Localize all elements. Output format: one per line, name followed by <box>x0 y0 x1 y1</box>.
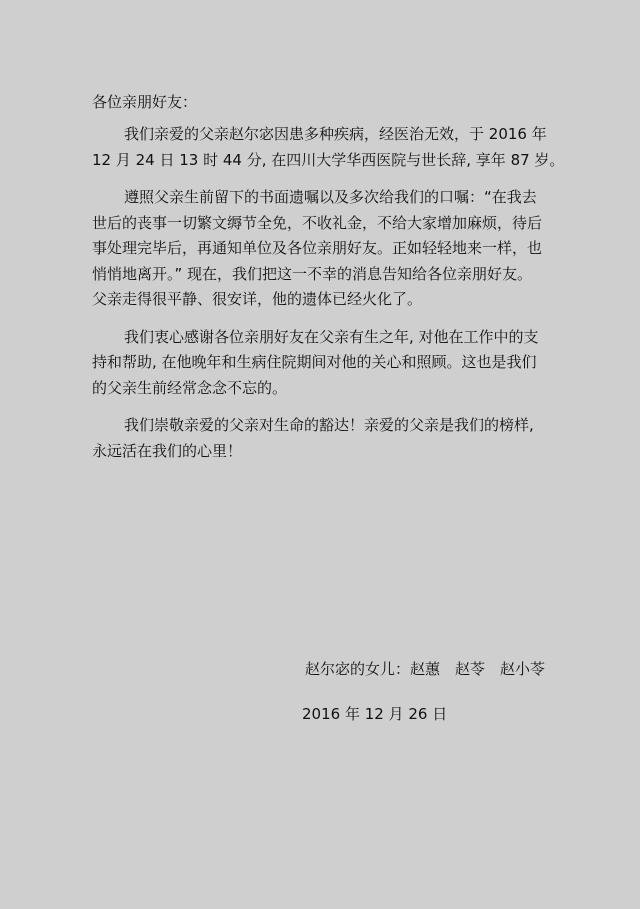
paragraph-line: 悄悄地离开。” 现在，我们把这一不幸的消息告知给各位亲朋好友。 <box>92 264 533 283</box>
paragraph-2 <box>92 185 548 313</box>
paragraph-line: 我们崇敬亲爱的父亲对生命的豁达！亲爱的父亲是我们的榜样, <box>124 416 534 434</box>
paragraph-line: 父亲走得很平静、很安详，他的遗体已经火化了。 <box>92 290 423 308</box>
letter-date: 2016 年 12 月 26 日 <box>302 705 448 723</box>
paragraph-line: 遵照父亲生前留下的书面遗嘱以及多次给我们的口嘱：“在我去 <box>124 188 537 206</box>
paragraph-3 <box>92 325 548 402</box>
paragraph-line: 的父亲生前经常念念不忘的。 <box>92 378 288 397</box>
letter-signature: 赵尔宓的女儿：赵蕙 赵苓 赵小苓 <box>304 660 545 678</box>
paragraph-line: 世后的丧事一切繁文缛节全免，不收礼金，不给大家增加麻烦，待后 <box>92 213 543 232</box>
paragraph-1 <box>92 122 565 173</box>
paragraph-line: 我们衷心感谢各位亲朋好友在父亲有生之年, 对他在工作中的支 <box>124 327 539 346</box>
paragraph-line: 持和帮助, 在他晚年和生病住院期间对他的关心和照顾。这也是我们 <box>92 353 537 371</box>
paragraph-line: 事处理完毕后，再通知单位及各位亲朋好友。正如轻轻地来一样，也 <box>92 239 543 257</box>
paragraph-4 <box>92 413 548 464</box>
letter-greeting: 各位亲朋好友： <box>92 93 198 111</box>
paragraph-line: 12 月 24 日 13 时 44 分, 在四川大学华西医院与世长辞, 享年 87 岁。 <box>92 150 565 169</box>
paragraph-line: 永远活在我们的心里！ <box>92 441 243 460</box>
paragraph-line: 我们亲爱的父亲赵尔宓因患多种疾病，经医治无效，于 2016 年 <box>124 125 547 143</box>
